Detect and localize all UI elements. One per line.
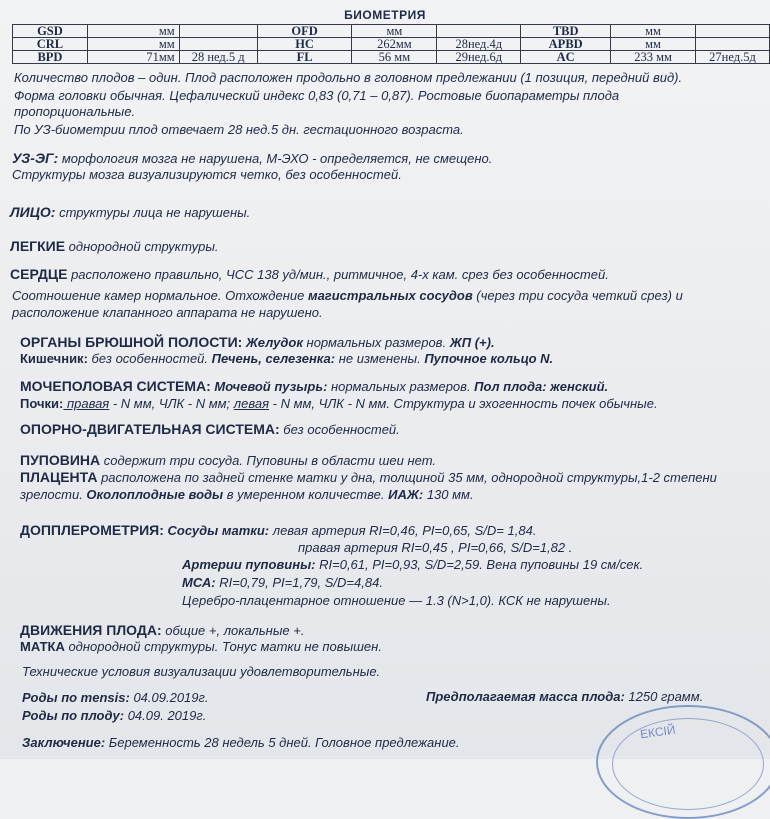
table-cell: мм <box>352 25 437 38</box>
placenta-text: расположена по задней стенке матки у дна, толщиной 35 мм, однородной структуры,1-2 степени <box>97 470 717 485</box>
umbilical-artery-text: RI=0,61, PI=0,93, S/D=2,59. Вена пуповины 19 см/сек. <box>315 557 644 572</box>
brain-structures-text: Структуры мозга визуализируются четко, без особенностей. <box>12 167 402 182</box>
umbilical-artery-line <box>182 557 643 573</box>
right-artery-text: правая артерия RI=0,45 , PI=0,66, S/D=1,82 . <box>298 540 573 555</box>
table-cell: 29нед.6д <box>437 51 521 64</box>
amniotic-fluid-label: Околоплодные воды <box>82 487 224 502</box>
document-title: БИОМЕТРИЯ <box>344 8 426 22</box>
gallbladder-text: ЖП (+). <box>446 335 495 350</box>
doppler-heading: ДОППЛЕРОМЕТРИЯ: <box>20 522 164 538</box>
edd-fetus-label: Роды по плоду: <box>22 708 125 723</box>
edd-fetus-value: 04.09. 2019г. <box>124 708 207 723</box>
table-cell: мм <box>87 25 179 38</box>
edd-fetus-line <box>22 708 206 724</box>
table-cell: 27нед.5д <box>695 51 769 64</box>
heart-text-2c: (через три сосуда четкий срез) и <box>472 288 683 303</box>
musculoskeletal-text: без особенностей. <box>279 422 400 437</box>
table-cell: мм <box>611 25 696 38</box>
stomach-label: Желудок <box>242 335 303 350</box>
fetus-position-text: Количество плодов – один. Плод расположен продольно в головном предлежании (1 позиция, передний вид). <box>14 70 683 85</box>
bladder-label: Мочевой пузырь: <box>210 379 328 394</box>
estimated-weight-value: 1250 грамм. <box>624 689 704 704</box>
table-cell: мм <box>87 38 179 51</box>
table-cell: мм <box>611 38 696 51</box>
bowel-line <box>20 351 553 367</box>
table-cell: TBD <box>521 25 611 38</box>
gestational-age-text: По УЗ-биометрии плод отвечает 28 нед.5 дн. гестационного возраста. <box>14 122 464 137</box>
conclusion-line <box>22 735 460 751</box>
table-cell <box>179 25 257 38</box>
mca-line <box>182 575 383 591</box>
placenta-line-2 <box>20 487 474 503</box>
stamp-inner-ring <box>612 718 764 810</box>
uzeg-heading: УЗ-ЭГ: <box>12 150 59 166</box>
table-cell: GSD <box>13 25 88 38</box>
placenta-heading: ПЛАЦЕНТА <box>20 469 98 485</box>
estimated-weight-line <box>426 689 703 705</box>
sex-text: женский. <box>546 379 609 394</box>
heart-line-3: расположение клапанного аппарата не нарушено. <box>12 305 323 320</box>
sex-label: Пол плода: <box>470 379 547 394</box>
heart-text-2b: магистральных сосудов <box>307 288 473 303</box>
uterus-line <box>20 639 382 655</box>
heart-line-2 <box>12 288 683 304</box>
afi-value: 130 мм. <box>423 487 474 502</box>
stamp-text: ЕКСІЙ <box>639 722 677 742</box>
cord-text: содержит три сосуда. Пуповины в области шеи нет. <box>100 453 436 468</box>
table-cell: 28нед.4д <box>437 38 521 51</box>
kidneys-heading: Почки: <box>20 396 64 411</box>
musculoskeletal-line <box>20 421 400 438</box>
placenta-line <box>20 469 717 486</box>
conclusion-text: Беременность 28 недель 5 дней. Головное предлежание. <box>105 735 460 750</box>
table-row <box>13 51 770 64</box>
cord-line <box>20 452 436 469</box>
cpr-text: Церебро-плацентарное отношение — 1.3 (N>1,0). КСК не нарушены. <box>182 593 611 608</box>
table-cell: HC <box>257 38 352 51</box>
urogenital-line <box>20 378 608 395</box>
lungs-line <box>10 238 219 255</box>
table-cell: BPD <box>13 51 88 64</box>
afi-label: ИАЖ: <box>384 487 424 502</box>
table-cell: 71мм <box>87 51 179 64</box>
movements-heading: ДВИЖЕНИЯ ПЛОДА: <box>20 622 162 638</box>
uterus-text: однородной структуры. Тонус матки не повышен. <box>64 639 382 654</box>
edd-mensis-label: Роды по mensis: <box>22 690 130 705</box>
table-cell <box>695 38 769 51</box>
heart-line <box>10 266 609 283</box>
urogenital-heading: МОЧЕПОЛОВАЯ СИСТЕМА: <box>20 378 211 394</box>
head-shape-text: Форма головки обычная. Цефалический индекс 0,83 (0,71 – 0,87). Ростовые биопараметры плода <box>14 88 620 103</box>
abdominal-heading: ОРГАНЫ БРЮШНОЙ ПОЛОСТИ: <box>20 334 243 350</box>
doppler-line <box>20 522 536 539</box>
stomach-text: нормальных размеров. <box>302 335 447 350</box>
uzeg-line <box>12 150 492 167</box>
umbilical-artery-label: Артерии пуповины: <box>182 557 316 572</box>
umbilical-ring-text: N. <box>536 351 554 366</box>
liver-label: Печень, селезенка: <box>208 351 336 366</box>
umbilical-ring-label: Пупочное кольцо <box>420 351 537 366</box>
table-cell: OFD <box>257 25 352 38</box>
liver-text: не изменены. <box>335 351 421 366</box>
abdominal-line <box>20 334 495 351</box>
table-cell: FL <box>257 51 352 64</box>
maturity-text: зрелости. <box>20 487 83 502</box>
table-cell <box>695 25 769 38</box>
table-row <box>13 25 770 38</box>
left-kidney-label: левая <box>233 396 270 411</box>
face-heading: ЛИЦО: <box>10 204 56 220</box>
table-row <box>13 38 770 51</box>
uzeg-text: морфология мозга не нарушена, М-ЭХО - определяется, не смещено. <box>58 151 493 166</box>
lungs-heading: ЛЕГКИЕ <box>10 238 66 254</box>
bowel-heading: Кишечник: <box>20 351 88 366</box>
table-cell: 56 мм <box>352 51 437 64</box>
edd-mensis-value: 04.09.2019г. <box>129 690 209 705</box>
table-cell <box>179 38 257 51</box>
biometry-table <box>12 24 770 64</box>
estimated-weight-label: Предполагаемая масса плода: <box>426 689 625 704</box>
table-cell: CRL <box>13 38 88 51</box>
table-cell: 262мм <box>352 38 437 51</box>
table-cell: 233 мм <box>611 51 696 64</box>
cord-heading: ПУПОВИНА <box>20 452 101 468</box>
musculoskeletal-heading: ОПОРНО-ДВИГАТЕЛЬНАЯ СИСТЕМА: <box>20 421 280 437</box>
lungs-text: однородной структуры. <box>65 239 219 254</box>
heart-heading: СЕРДЦЕ <box>10 266 68 282</box>
table-cell: AC <box>521 51 611 64</box>
table-cell: 28 нед.5 д <box>179 51 257 64</box>
table-cell <box>437 25 521 38</box>
left-artery-text: левая артерия RI=0,46, PI=0,65, S/D= 1,84. <box>269 523 537 538</box>
bowel-text: без особенностей. <box>87 351 209 366</box>
heart-text: расположено правильно, ЧСС 138 уд/мин., ритмичное, 4-х кам. срез без особенностей. <box>67 267 609 282</box>
technical-conditions-text: Технические условия визуализации удовлетворительные. <box>22 664 381 679</box>
conclusion-label: Заключение: <box>22 735 106 750</box>
kidneys-line <box>20 396 658 412</box>
amniotic-fluid-text: в умеренном количестве. <box>223 487 385 502</box>
edd-mensis-line <box>22 690 209 706</box>
movements-line <box>20 622 304 639</box>
left-kidney-text: - N мм, ЧЛК - N мм. Структура и эхогенность почек обычные. <box>269 396 658 411</box>
bladder-text: нормальных размеров. <box>327 379 471 394</box>
proportional-text: пропорциональные. <box>14 104 136 119</box>
mca-label: МСА: <box>182 575 216 590</box>
right-kidney-text: - N мм, ЧЛК - N мм; <box>109 396 234 411</box>
uterus-heading: МАТКА <box>20 639 65 654</box>
face-text: структуры лица не нарушены. <box>55 205 251 220</box>
table-cell: APBD <box>521 38 611 51</box>
mca-text: RI=0,79, PI=1,79, S/D=4,84. <box>215 575 383 590</box>
heart-text-2a: Соотношение камер нормальное. Отхождение <box>12 288 308 303</box>
movements-text: общие +, локальные +. <box>161 623 305 638</box>
face-line <box>10 204 250 221</box>
vessels-label: Сосуды <box>163 523 222 538</box>
uterus-vessels-label: матки: <box>221 523 270 538</box>
right-kidney-label: правая <box>63 396 110 411</box>
